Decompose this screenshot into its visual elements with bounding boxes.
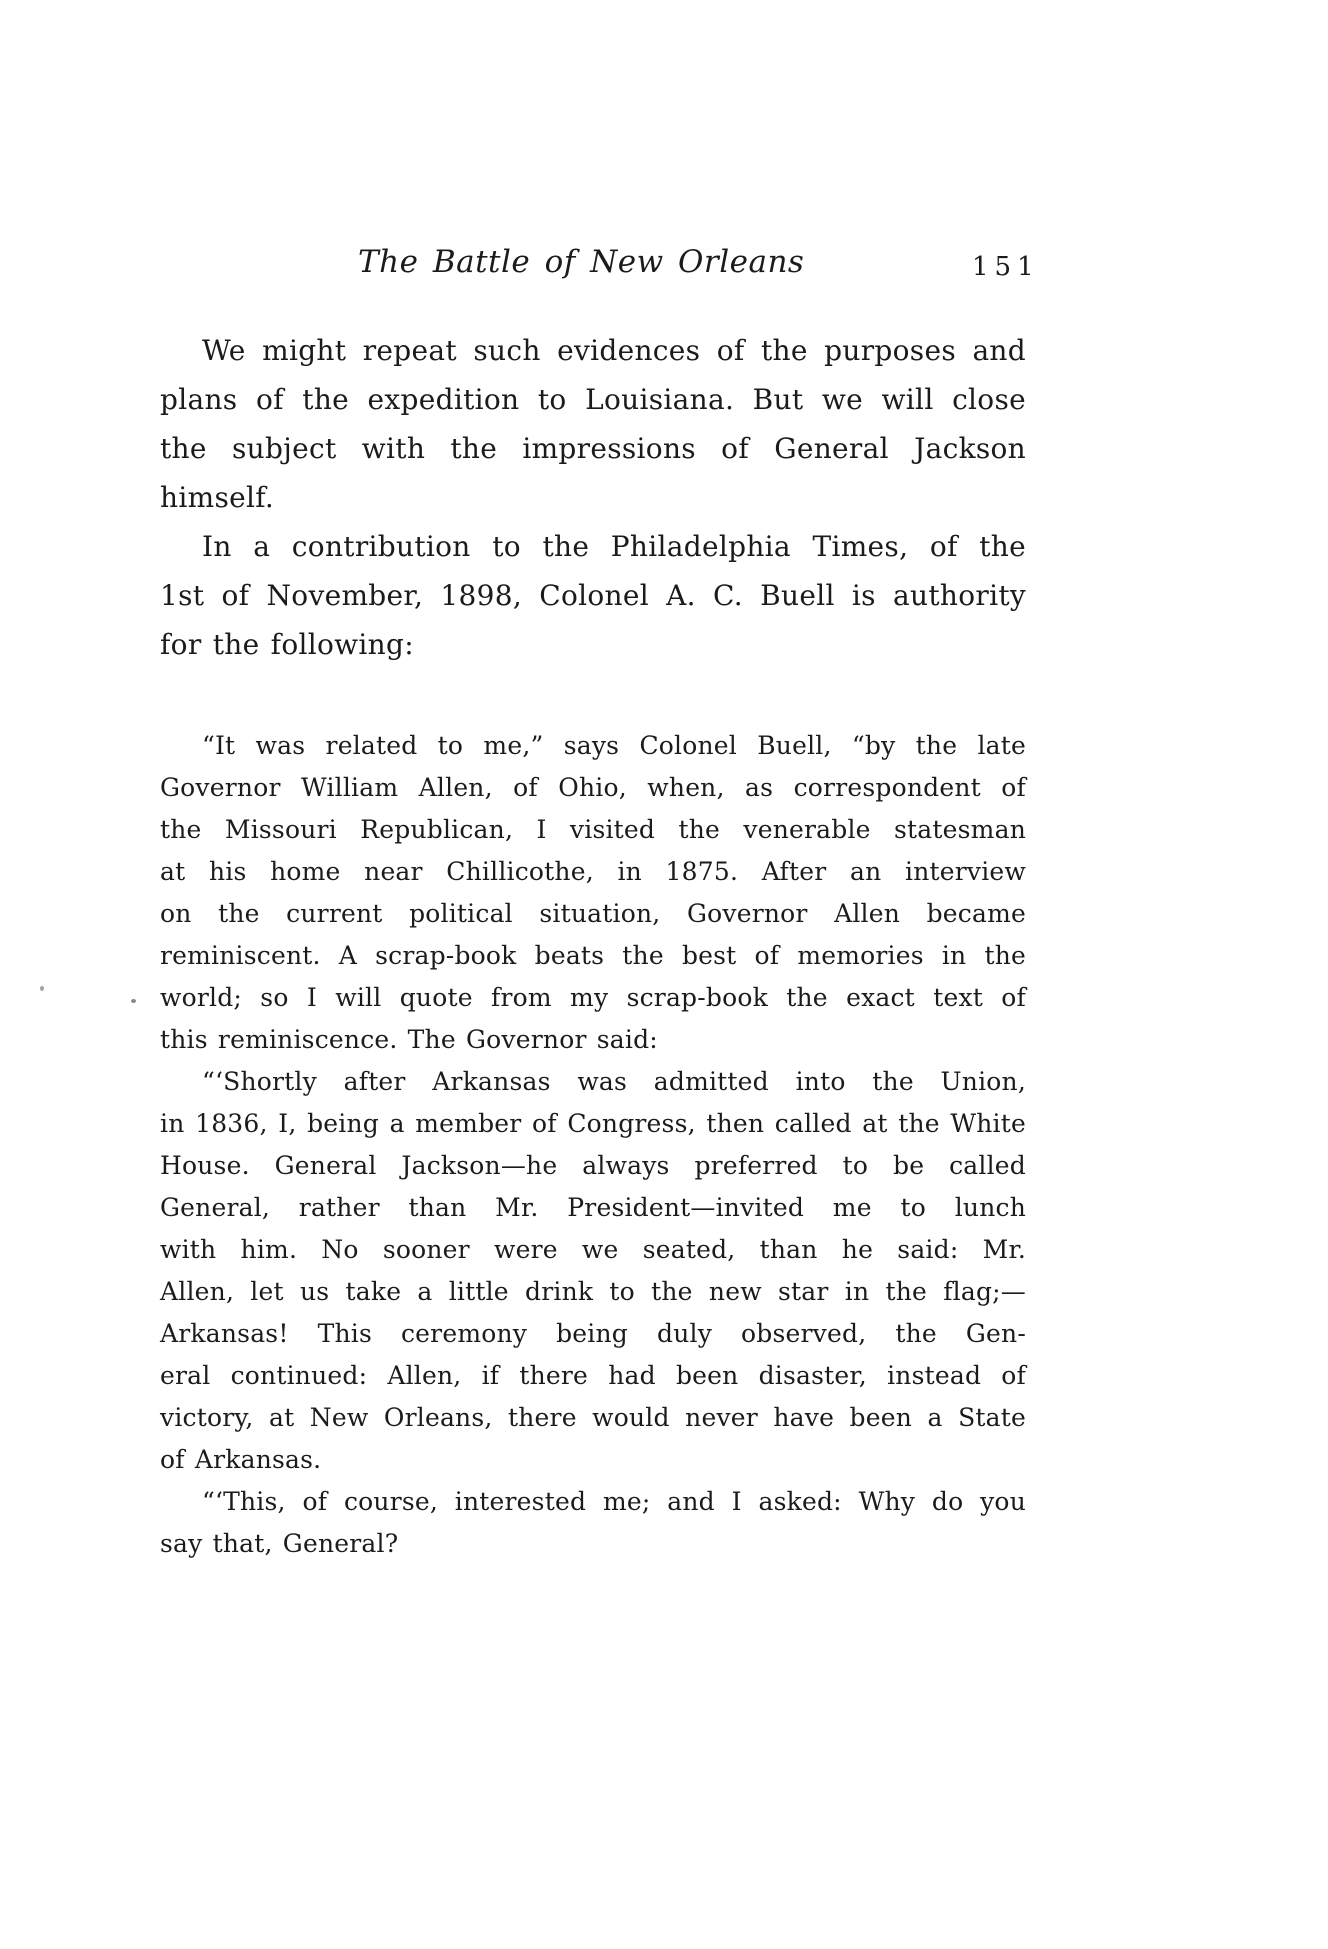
text-line: eral continued: Allen, if there had been disaster, instead of (160, 1361, 1026, 1390)
quote-paragraph-buell (160, 725, 1026, 1061)
text-line: on the current political situation, Governor Allen became (160, 899, 1026, 928)
quote-paragraph-this (160, 1481, 1026, 1565)
text-line: victory, at New Orleans, there would never have been a State (160, 1403, 1026, 1432)
text-line: the Missouri Republican, I visited the venerable statesman (160, 815, 1026, 844)
page-number: 151 (972, 252, 1040, 282)
text-line: for the following: (160, 628, 414, 661)
page-body (160, 326, 1026, 1565)
text-line: In a contribution to the Philadelphia Times, of the (202, 530, 1026, 563)
text-line: Allen, let us take a little drink to the new star in the flag;— (160, 1277, 1026, 1306)
text-line: General, rather than Mr. President—invited me to lunch (160, 1193, 1026, 1222)
text-line: this reminiscence. The Governor said: (160, 1025, 658, 1054)
scan-speck (131, 999, 136, 1003)
text-line: “‘Shortly after Arkansas was admitted into the Union, (202, 1067, 1026, 1096)
text-line: of Arkansas. (160, 1445, 322, 1474)
text-line: the subject with the impressions of General Jackson (160, 432, 1026, 465)
paragraph-contribution (160, 522, 1026, 669)
text-line: plans of the expedition to Louisiana. But we will close (160, 383, 1026, 416)
quote-paragraph-shortly (160, 1061, 1026, 1481)
text-line: Arkansas! This ceremony being duly observed, the Gen- (160, 1319, 1026, 1348)
text-line: in 1836, I, being a member of Congress, then called at the White (160, 1109, 1026, 1138)
text-line: Governor William Allen, of Ohio, when, as correspondent of (160, 773, 1026, 802)
text-line: 1st of November, 1898, Colonel A. C. Buell is authority (160, 579, 1026, 612)
text-line: say that, General? (160, 1529, 399, 1558)
text-line: “It was related to me,” says Colonel Buell, “by the late (202, 731, 1026, 760)
text-line: House. General Jackson—he always preferred to be called (160, 1151, 1026, 1180)
text-line: world; so I will quote from my scrap-book the exact text of (160, 983, 1026, 1012)
text-line: “‘This, of course, interested me; and I asked: Why do you (202, 1487, 1026, 1516)
text-line: with him. No sooner were we seated, than he said: Mr. (160, 1235, 1026, 1264)
scan-speck (40, 986, 44, 991)
text-line: We might repeat such evidences of the purposes and (202, 334, 1026, 367)
text-line: himself. (160, 481, 275, 514)
text-line: at his home near Chillicothe, in 1875. After an interview (160, 857, 1026, 886)
page-title: The Battle of New Orleans (358, 244, 805, 280)
paragraph-intro (160, 326, 1026, 522)
text-line: reminiscent. A scrap-book beats the best of memories in the (160, 941, 1026, 970)
